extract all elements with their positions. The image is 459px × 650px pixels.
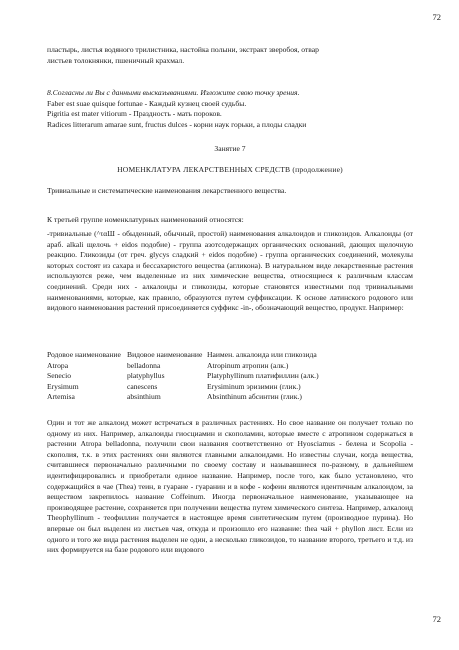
table-header-cell: Наимен. алкалоида или гликозида (207, 350, 317, 359)
genus-cell: Atropa (47, 360, 69, 370)
table-row (47, 382, 319, 393)
names-table (47, 350, 319, 403)
proverb-line: Faber est suae quisque fortunae - Каждый кузнец своей судьбы. (47, 98, 247, 108)
species-cell: canescens (127, 381, 158, 391)
genus-cell: Senecio (47, 371, 72, 381)
substance-cell: Platyphyllinum платифиллин (алк.) (207, 371, 319, 381)
substance-cell: Erysiminum эризимин (глик.) (207, 381, 301, 391)
proverb-line: Radices litterarum amarae sunt, fructus dulces - корни наук горьки, а плоды сладки (47, 119, 307, 129)
table-header-cell: Родовое наименование (47, 350, 121, 359)
page-number-bottom: 72 (432, 614, 441, 624)
species-cell: absinthium (127, 392, 161, 402)
species-cell: platyphyllus (127, 371, 165, 381)
table-header-cell: Видовое наименование (127, 350, 203, 359)
names-table-wrap (47, 350, 413, 403)
table-row (47, 392, 319, 403)
table-row (47, 361, 319, 372)
genus-cell: Erysimum (47, 381, 79, 391)
intro-text (47, 45, 413, 66)
intro-line: листьев толокнянки, пшеничный крахмал. (47, 55, 185, 65)
proverbs-section (47, 88, 413, 130)
trivial-names-paragraph: -тривиальные (^ταШ - обыденный, обычный, простой) наименования алкалоидов и гликозидов. Алкалоиды (от араб. alkali щелочь + eidos подобие) - группа азотсодержащих органических оснований, дающих щелочную реакцию. Гликозиды (от греч. glycys сладкий + eidos подобие) - группа органических соединений, молекулы которых состоят из сахара и бессахаристого вещества (агликона). В натуральном виде лекарственные растения используются реже, чем выделенные из них химические вещества, относящиеся к различным классам соединений. Среди них - алкалоиды и гликозиды, которые становятся известными под тривиальными наименованиями, которые, как правило, образуются путем суффиксации. К основе латинского родового или видового наименования растений присоединяется суффикс -in-, обозначающий вещество, продукт. Например: (47, 229, 413, 313)
proverb-line: Pigritia est mater vitiorum - Праздность - мать пороков. (47, 109, 222, 119)
page-number-top: 72 (432, 12, 441, 22)
intro-line: пластырь, листья водяного трилистника, настойка полыни, экстракт зверобоя, отвар (47, 45, 319, 54)
genus-cell: Artemisa (47, 392, 75, 402)
substance-cell: Absinthinum абсинтин (глик.) (207, 392, 302, 402)
lesson-subtitle: Тривиальные и систематические наименования лекарственного вещества. (47, 186, 287, 195)
proverbs-heading: 8.Согласны ли Вы с данными высказываниями. Изложите свою точку зрения. (47, 88, 300, 97)
lesson-title: НОМЕНКЛАТУРА ЛЕКАРСТВЕННЫХ СРЕДСТВ (продолжение) (117, 165, 343, 174)
table-row (47, 371, 319, 382)
lesson-label: Занятие 7 (214, 144, 246, 153)
table-header-row (47, 350, 319, 361)
substance-cell: Atropinum атропин (алк.) (207, 360, 289, 370)
species-cell: belladonna (127, 360, 161, 370)
final-paragraph: Один и тот же алкалоид может встречаться в различных растениях. Но свое название он получает только по одному из них. Например, алкалоиды гиосциамин и скополамин, которые вместе с атропином содержаться в растении Atropa belladonna, получили свои названия соответственно от Hyosciamus - белена и Scopolia - скополия, т.к. в этих растениях они являются главными алкалоидами. Но известны случаи, когда вещества, считавшиеся первоначально различными по своему составу и называвшиеся по-разному, в дальнейшем идентифицировались и приобретали единое название. Например, после того, как было установлено, что содержащийся в чае (Thea) теин, в гуаране - гуаранин и в кофе - кофеин являются идентичным алкалоидом, за веществом закрепилось название Coffeinum. Иногда первоначальное наименование, указывающее на производящее растение, сохраняется при получении вещества путем химического синтеза. Например, алкалоид Theophyllinum - теофиллин получается в настоящее время синтетическим путем (производное пурина). Но впервые он был выделен из листьев чая, откуда и произошло его название: thea чай + phyllon лист. Если из одного и того же вида растения выделен не один, а несколько гликозидов, то название второго, третьего и т.д. из них формируется на базе родового или видового (47, 418, 413, 555)
third-group-intro: К третьей группе номенклатурных наименований относятся: (47, 215, 244, 224)
